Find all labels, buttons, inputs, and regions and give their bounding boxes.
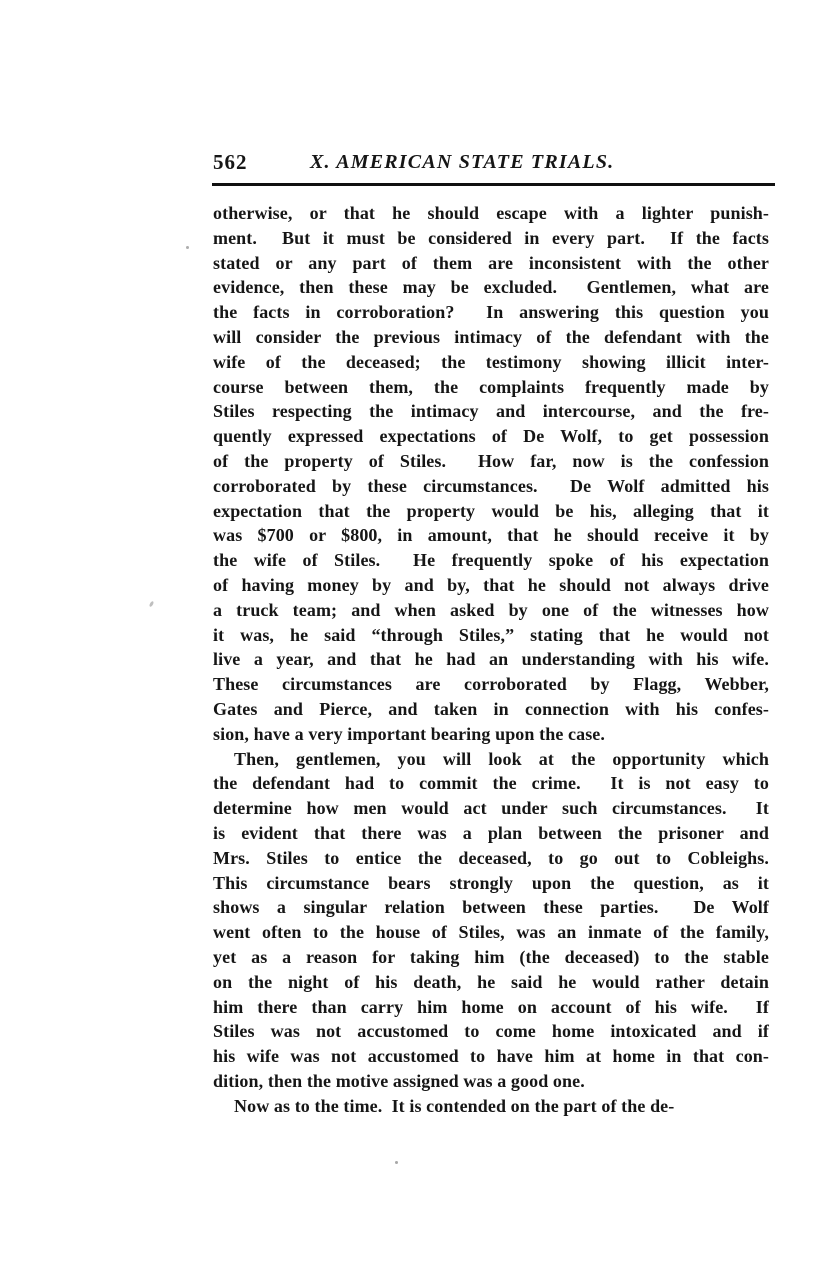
text-line: determine how men would act under such circumstances. It	[213, 798, 769, 819]
text-line: shows a singular relation between these parties. De Wolf	[213, 897, 769, 918]
text-line: sion, have a very important bearing upon the case.	[213, 723, 605, 744]
text-line: These circumstances are corroborated by Flagg, Webber,	[213, 674, 769, 695]
text-line: ment. But it must be considered in every part. If the facts	[213, 227, 769, 248]
header-rule	[212, 183, 775, 186]
text-line: Then, gentlemen, you will look at the opportunity which	[234, 748, 769, 769]
text-line: live a year, and that he had an understanding with his wife.	[213, 649, 769, 670]
text-line: went often to the house of Stiles, was an inmate of the family,	[213, 922, 769, 943]
text-line: was $700 or $800, in amount, that he should receive it by	[213, 525, 769, 546]
text-line: it was, he said “through Stiles,” stating that he would not	[213, 624, 769, 645]
text-line: on the night of his death, he said he would rather detain	[213, 971, 769, 992]
book-page	[213, 150, 769, 1118]
text-line: a truck team; and when asked by one of the witnesses how	[213, 599, 769, 620]
text-line: is evident that there was a plan between the prisoner and	[213, 822, 769, 843]
text-line: stated or any part of them are inconsistent with the other	[213, 252, 769, 273]
text-line: Mrs. Stiles to entice the deceased, to go out to Cobleighs.	[213, 847, 769, 868]
text-line: corroborated by these circumstances. De Wolf admitted his	[213, 475, 769, 496]
text-line: dition, then the motive assigned was a good one.	[213, 1070, 585, 1091]
scan-speck	[395, 1161, 398, 1164]
page-body	[213, 201, 769, 1118]
text-line: the facts in corroboration? In answering this question you	[213, 302, 769, 323]
scan-speck	[186, 246, 189, 249]
text-line: evidence, then these may be excluded. Gentlemen, what are	[213, 277, 769, 298]
text-line: expectation that the property would be his, alleging that it	[213, 500, 769, 521]
text-line: Stiles respecting the intimacy and intercourse, and the fre-	[213, 401, 769, 422]
text-line: yet as a reason for taking him (the deceased) to the stable	[213, 946, 769, 967]
text-line: Stiles was not accustomed to come home intoxicated and if	[213, 1021, 769, 1042]
running-head-title: X. AMERICAN STATE TRIALS.	[310, 151, 615, 173]
text-line: This circumstance bears strongly upon the question, as it	[213, 872, 769, 893]
text-line: quently expressed expectations of De Wolf, to get possession	[213, 426, 769, 447]
text-line: the defendant had to commit the crime. It is not easy to	[213, 773, 769, 794]
running-head	[213, 150, 769, 183]
text-line: of the property of Stiles. How far, now is the confession	[213, 450, 769, 471]
text-line: him there than carry him home on account of his wife. If	[213, 996, 769, 1017]
text-line: course between them, the complaints frequently made by	[213, 376, 769, 397]
text-line: Now as to the time. It is contended on the part of the de-	[234, 1095, 675, 1116]
text-line: Gates and Pierce, and taken in connection with his confes-	[213, 698, 769, 719]
text-line: his wife was not accustomed to have him at home in that con-	[213, 1046, 769, 1067]
text-line: will consider the previous intimacy of the defendant with the	[213, 326, 769, 347]
text-line: otherwise, or that he should escape with a lighter punish-	[213, 203, 769, 223]
scan-speck	[149, 601, 155, 608]
text-line: of having money by and by, that he should not always drive	[213, 574, 769, 595]
page-number: 562	[213, 150, 248, 174]
text-line: wife of the deceased; the testimony showing illicit inter-	[213, 351, 769, 372]
text-line: the wife of Stiles. He frequently spoke of his expectation	[213, 550, 769, 571]
